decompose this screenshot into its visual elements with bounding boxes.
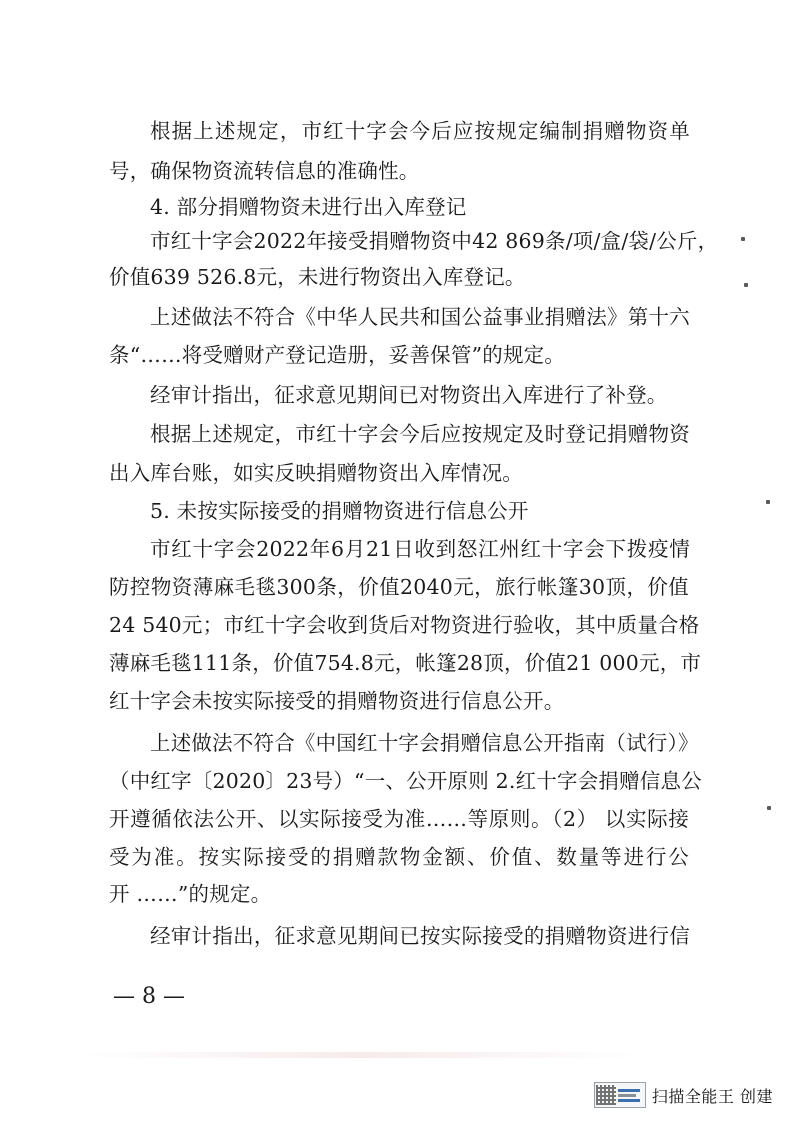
- paragraph-line: 薄麻毛毯111条，价值754.8元，帐篷28顶，价值21 000元，市: [109, 651, 702, 675]
- paragraph-line: （中红字〔2020〕23号）“一、公开原则 2.红十字会捐赠信息公: [109, 769, 702, 793]
- paragraph-line: 上述做法不符合《中国红十字会捐赠信息公开指南（试行）》: [150, 731, 699, 755]
- section-heading: 5. 未按实际接受的捐赠物资进行信息公开: [150, 499, 529, 523]
- paragraph-line: 根据上述规定，市红十字会今后应按规定编制捐赠物资单: [150, 119, 690, 143]
- qr-code-icon: [596, 1085, 616, 1105]
- paragraph-line: 号，确保物资流转信息的准确性。: [109, 159, 420, 183]
- scan-smudge: [80, 1052, 640, 1058]
- scanner-watermark: [594, 1082, 773, 1108]
- paragraph-line: 24 540元；市红十字会收到货后对物资进行验收，其中质量合格: [109, 613, 700, 637]
- paragraph-line: 出入库台账，如实反映捐赠物资出入库情况。: [109, 461, 523, 485]
- paragraph-line: 开 ……”的规定。: [109, 882, 272, 906]
- paragraph-line: 市红十字会2022年接受捐赠物资中42 869条/项/盒/袋/公斤，: [150, 229, 719, 253]
- camscanner-logo-icon: [594, 1082, 646, 1108]
- page-number: — 8 —: [113, 984, 185, 1009]
- watermark-label: 扫描全能王 创建: [651, 1086, 773, 1106]
- scan-speck: [741, 237, 745, 241]
- paragraph-line: 条“……将受赠财产登记造册，妥善保管”的规定。: [109, 343, 566, 367]
- scan-speck: [767, 806, 771, 810]
- paragraph-line: 受为准。按实际接受的捐赠款物金额、价值、数量等进行公: [109, 845, 689, 869]
- paragraph-line: 价值639 526.8元，未进行物资出入库登记。: [109, 265, 526, 289]
- paragraph-line: 红十字会未按实际接受的捐赠物资进行信息公开。: [109, 689, 565, 713]
- paragraph-line: 开遵循依法公开、以实际接受为准……等原则。（2） 以实际接: [109, 807, 689, 831]
- paragraph-line: 上述做法不符合《中华人民共和国公益事业捐赠法》第十六: [150, 305, 690, 329]
- paragraph-line: 经审计指出，征求意见期间已按实际接受的捐赠物资进行信: [150, 924, 690, 948]
- section-heading: 4. 部分捐赠物资未进行出入库登记: [150, 195, 467, 219]
- paragraph-line: 市红十字会2022年6月21日收到怒江州红十字会下拨疫情: [150, 537, 690, 561]
- paragraph-line: 根据上述规定，市红十字会今后应按规定及时登记捐赠物资: [150, 422, 690, 446]
- scan-speck: [744, 283, 748, 287]
- scan-speck: [766, 500, 770, 504]
- paragraph-line: 经审计指出，征求意见期间已对物资出入库进行了补登。: [150, 383, 668, 407]
- paragraph-line: 防控物资薄麻毛毯300条，价值2040元，旅行帐篷30顶，价值: [109, 575, 689, 599]
